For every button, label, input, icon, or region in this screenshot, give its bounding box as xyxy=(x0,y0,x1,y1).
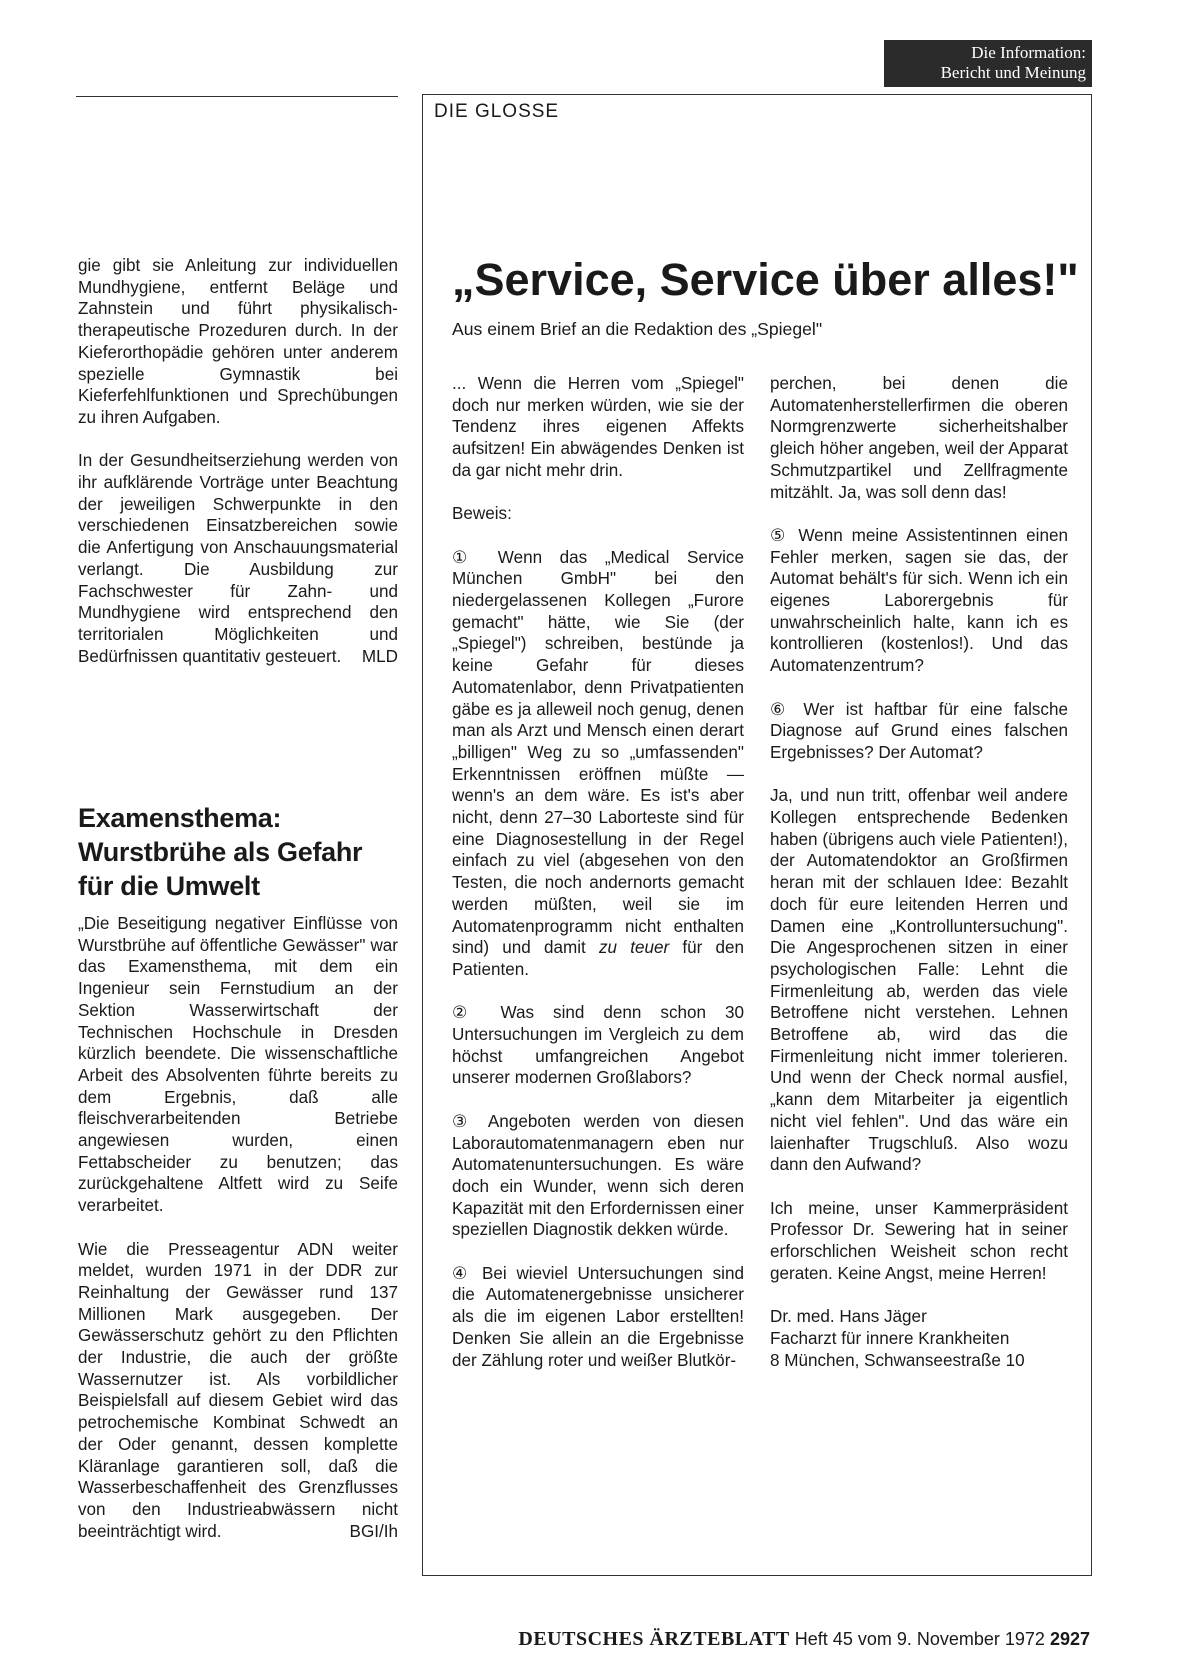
paragraph: Ich meine, unser Kammerpräsident Professor Dr. Sewering hat in seiner erforschlichen Weisheit schon recht geraten. Keine Angst, meine Herren! xyxy=(770,1198,1068,1283)
paragraph: ⑥ Wer ist haftbar für eine falsche Diagnose auf Grund eines falschen Ergebnisses? Der Automat? xyxy=(770,699,1068,762)
paragraph: gie gibt sie Anleitung zur individuellen Mundhygiene, entfernt Beläge und Zahnstein und führt physikalisch-therapeutische Prozeduren durch. In der Kieferorthopädie gehören unter anderem spezielle Gymnastik bei Kieferfehlfunktionen und Sprechübungen zu ihren Aufgaben. xyxy=(78,256,398,427)
paragraph: perchen, bei denen die Automatenherstellerfirmen die oberen Normgrenzwerte sicherheitshalber gleich höher angeben, weil der Apparat Schmutzpartikel und Zellfragmente mitzählt. Ja, was soll denn das! xyxy=(770,374,1068,502)
page-footer xyxy=(518,1628,1090,1650)
paragraph: ③ Angeboten werden von diesen Laborautomatenmanagern eben nur Automatenuntersuchungen. Es wäre doch ein Wunder, wenn sich deren Kapazität mit den Erfordernissen einer speziellen Diagnostik dekken würde. xyxy=(452,1111,744,1240)
article-signature: BGI/Ih xyxy=(349,1521,398,1541)
glosse-column-1 xyxy=(452,373,744,1371)
paragraph: ... Wenn die Herren vom „Spiegel" doch nur merken würden, wie sie der Tendenz ihres eigenen Affekts aufsitzen! Ein abwägendes Denken ist da gar nicht mehr drin. xyxy=(452,374,744,480)
second-article-body xyxy=(78,913,398,1542)
glosse-column-2 xyxy=(770,373,1068,1371)
second-article-headline: Examensthema: Wurstbrühe als Gefahr für die Umwelt xyxy=(78,803,363,901)
paragraph: Ja, und nun tritt, offenbar weil andere Kollegen entsprechende Bedenken haben (übrigens auch viele Patienten!), der Automatendoktor an Großfirmen heran mit der schlauen Idee: Bezahlt doch für eure leitenden Herren und Damen eine „Kontrolluntersuchung". Die Angesprochenen sitzen in einer psychologischen Falle: Lehnt die Firmenleitung ab, werden das viele Betroffene nicht verstehen. Lehnen Betroffene ab, wird das die Firmenleitung nicht immer tolerieren. Und wenn der Check normal ausfiel, „kann dem Mitarbeiter ja eigentlich nicht viel fehlen". Und das wäre ein laienhafter Trugschluß. Also wozu dann den Aufwand? xyxy=(770,786,1068,1175)
author-name: Dr. med. Hans Jäger xyxy=(770,1307,927,1327)
emphasis: zu teuer xyxy=(598,938,670,958)
paragraph: ④ Bei wieviel Untersuchungen sind die Automatenergebnisse unsicherer als die im eigenen Labor erstellten! Denken Sie allein an die Ergebnisse der Zählung roter und weißer Blutkör- xyxy=(452,1263,744,1370)
glosse-label: DIE GLOSSE xyxy=(434,101,560,122)
left-column-rule xyxy=(76,96,398,97)
author-signature xyxy=(770,1306,1068,1371)
section-tag-line2: Bericht und Meinung xyxy=(940,63,1086,82)
section-tag xyxy=(884,40,1092,87)
author-address: 8 München, Schwanseestraße 10 xyxy=(770,1350,1025,1370)
paragraph: „Die Beseitigung negativer Einflüsse von Wurstbrühe auf öffentliche Gewässer" war das Examensthema, mit dem ein Ingenieur sein Fernstudium an der Sektion Wasserwirtschaft der Technischen Hochschule in Dresden kürzlich beendete. Die wissenschaftliche Arbeit des Absolventen führte bereits zu dem Ergebnis, daß alle fleischverarbeitenden Betriebe angewiesen wurden, einen Fettabscheider zu benutzen; das zurückgehaltene Altfett wird zu Seife verarbeitet. xyxy=(78,914,398,1216)
paragraph: ⑤ Wenn meine Assistentinnen einen Fehler merken, sagen sie das, der Automat behält's für sich. Wenn ich ein eigenes Laborergebnis für unwahrscheinlich halte, kann ich es kontrollieren (kostenlos!). Und das Automatenzentrum? xyxy=(770,525,1068,676)
glosse-title: „Service, Service über alles!" xyxy=(452,254,1079,305)
paragraph: Beweis: xyxy=(452,504,512,524)
glosse-subtitle: Aus einem Brief an die Redaktion des „Spiegel" xyxy=(452,319,823,339)
paragraph: Wie die Presseagentur ADN weiter meldet, wurden 1971 in der DDR zur Reinhaltung der Gewässer rund 137 Millionen Mark ausgegeben. Der Gewässerschutz gehört zu den Pflichten der Industrie, die auch der größte Wassernutzer ist. Als vorbildlicher Beispielsfall auf diesem Gebiet wird das petrochemische Kombinat Schwedt an der Oder genannt, dessen komplette Kläranlage garantieren soll, daß die Wasserbeschaffenheit des Grenzflusses von den Industrieabwässern nicht beeinträchtigt wird. BGI/Ih xyxy=(78,1239,398,1541)
article-signature: MLD xyxy=(361,646,398,666)
paragraph: ② Was sind denn schon 30 Untersuchungen im Vergleich zu dem höchst umfangreichen Angebot unserer modernen Großlabors? xyxy=(452,1003,744,1088)
page-number: 2927 xyxy=(1049,1629,1090,1649)
author-title: Facharzt für innere Krankheiten xyxy=(770,1328,1010,1348)
left-article-continued xyxy=(78,255,398,667)
paragraph: ① Wenn das „Medical Service München GmbH" bei den niedergelassenen Kollegen „Furore gemacht" hätte, wie Sie (der „Spiegel") schreiben, bestünde ja keine Gefahr für dieses Automatenlabor, denn Privatpatienten gäbe es ja alleweil noch genug, denen man als Arzt und Mensch einen derart „billigen" Weg zu so „umfassenden" Erkenntnissen eröffnen müßte — wenn's an dem wäre. Es ist's aber nicht, denn 27–30 Laborteste sind für eine Diagnosestellung in der Regel einfach zu viel (abgesehen von den Testen, die noch andernorts gemacht werden müßten, weil sie im Automatenprogramm nicht enthalten sind) und damit zu teuer für den Patienten. xyxy=(452,547,745,979)
issue-info: Heft 45 vom 9. November 1972 xyxy=(794,1629,1045,1649)
paragraph: In der Gesundheitserziehung werden von ihr aufklärende Vorträge unter Beachtung der jeweiligen Schwerpunkte in den verschiedenen Einsatzbereichen sowie die Anfertigung von Anschauungsmaterial verlangt. Die Ausbildung zur Fachschwester für Zahn- und Mundhygiene wird entsprechend den territorialen Möglichkeiten und Bedürfnissen quantitativ gesteuert. MLD xyxy=(78,451,398,666)
journal-name: DEUTSCHES ÄRZTEBLATT xyxy=(518,1628,790,1650)
section-tag-line1: Die Information: xyxy=(971,43,1086,62)
